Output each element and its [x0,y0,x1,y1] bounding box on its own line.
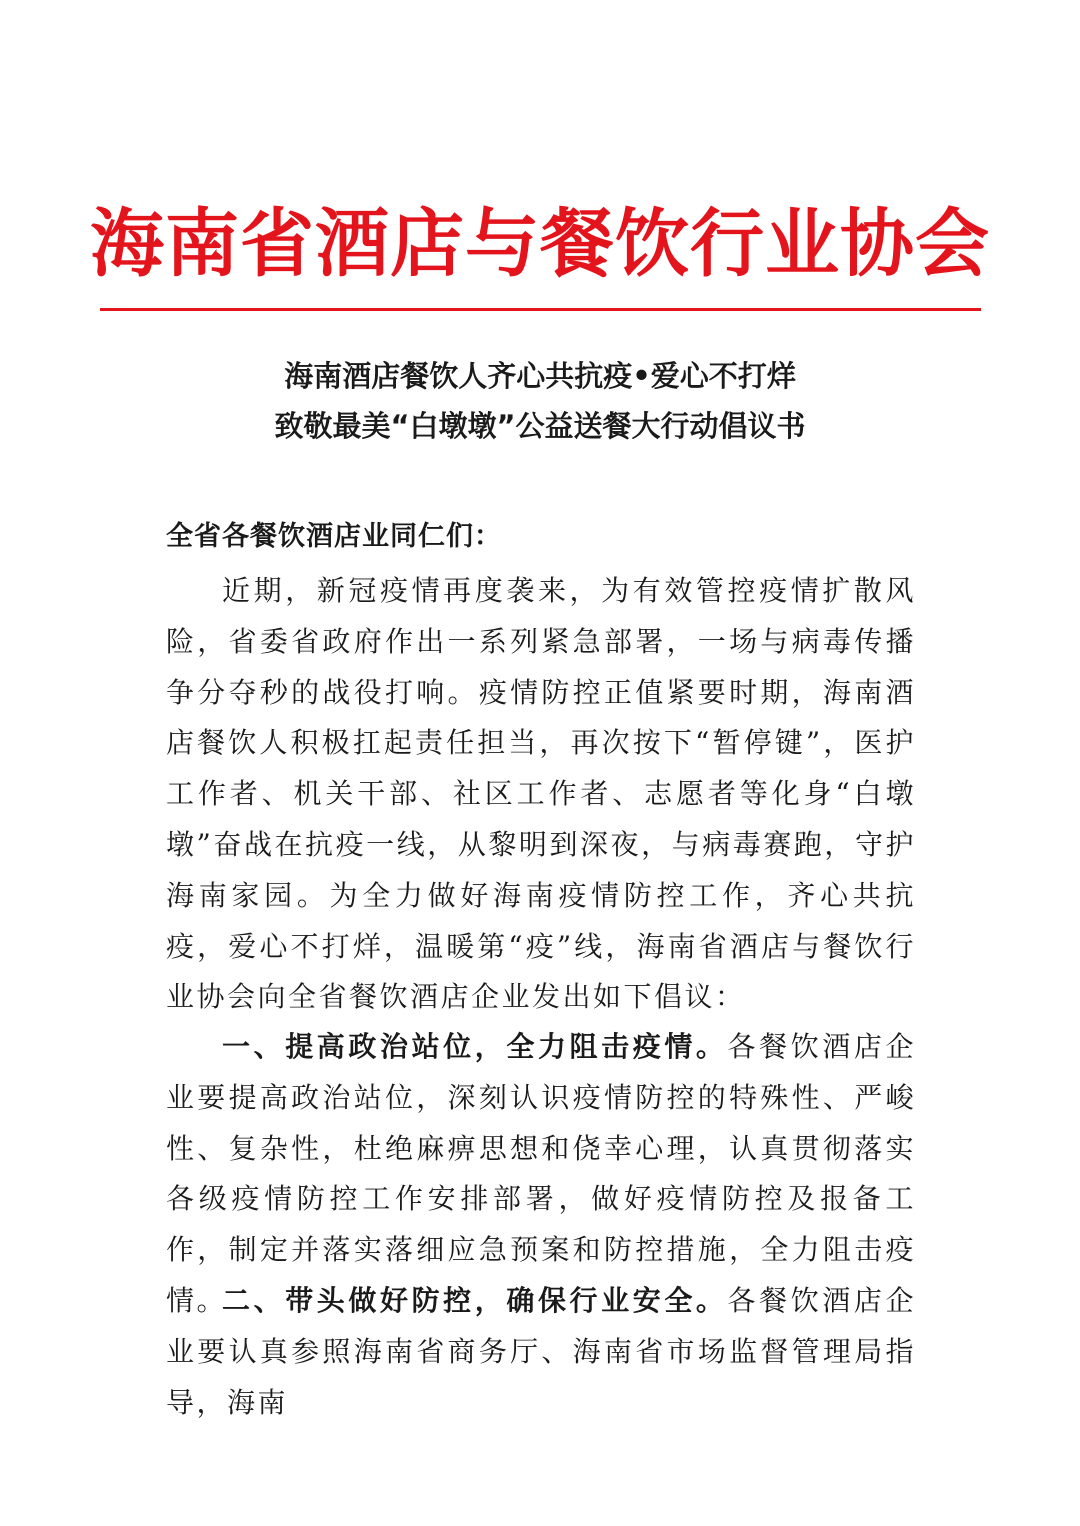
paragraph-text: 近期，新冠疫情再度袭来，为有效管控疫情扩散风险，省委省政府作出一系列紧急部署，一场与病毒传播争分夺秒的战役打响。疫情防控正值紧要时期，海南酒店餐饮人积极扛起责任担当，再次按下“暂停键”，医护工作者、机关干部、社区工作者、志愿者等化身“白墩墩”奋战在抗疫一线，从黎明到深夜，与病毒赛跑，守护海南家园。为全力做好海南疫情防控工作，齐心共抗疫，爱心不打烊，温暖第“疫”线，海南省酒店与餐饮行业协会向全省餐饮酒店企业发出如下倡议： [166,574,916,1014]
paragraph-point-2 [166,1276,916,1428]
paragraph-text: 各餐饮酒店企业要提高政治站位，深刻认识疫情防控的特殊性、严峻性、复杂性，杜绝麻痹思想和侥幸心理，认真贯彻落实各级疫情防控工作安排部署，做好疫情防控及报备工作，制定并落实落细应急预案和防控措施，全力阻击疫情。 [166,1030,916,1317]
paragraph-lead: 一、提高政治站位，全力阻击疫情。 [222,1030,728,1063]
paragraph-text: 各餐饮酒店企业要认真参照海南省商务厅、海南省市场监督管理局指导，海南 [166,1284,916,1419]
paragraph-intro [166,566,916,1023]
document-title-line-2: 致敬最美“白墩墩”公益送餐大行动倡议书 [274,409,806,443]
organization-letterhead: 海南省酒店与餐饮行业协会 [90,201,990,287]
paragraph-lead: 二、带头做好防控，确保行业安全。 [222,1284,728,1317]
document-title-line-1: 海南酒店餐饮人齐心共抗疫•爱心不打烊 [284,359,796,393]
intro-block [166,566,916,1023]
point-2-block [166,1276,916,1428]
salutation: 全省各餐饮酒店业同仁们： [166,521,502,552]
letterhead-divider [100,308,981,311]
